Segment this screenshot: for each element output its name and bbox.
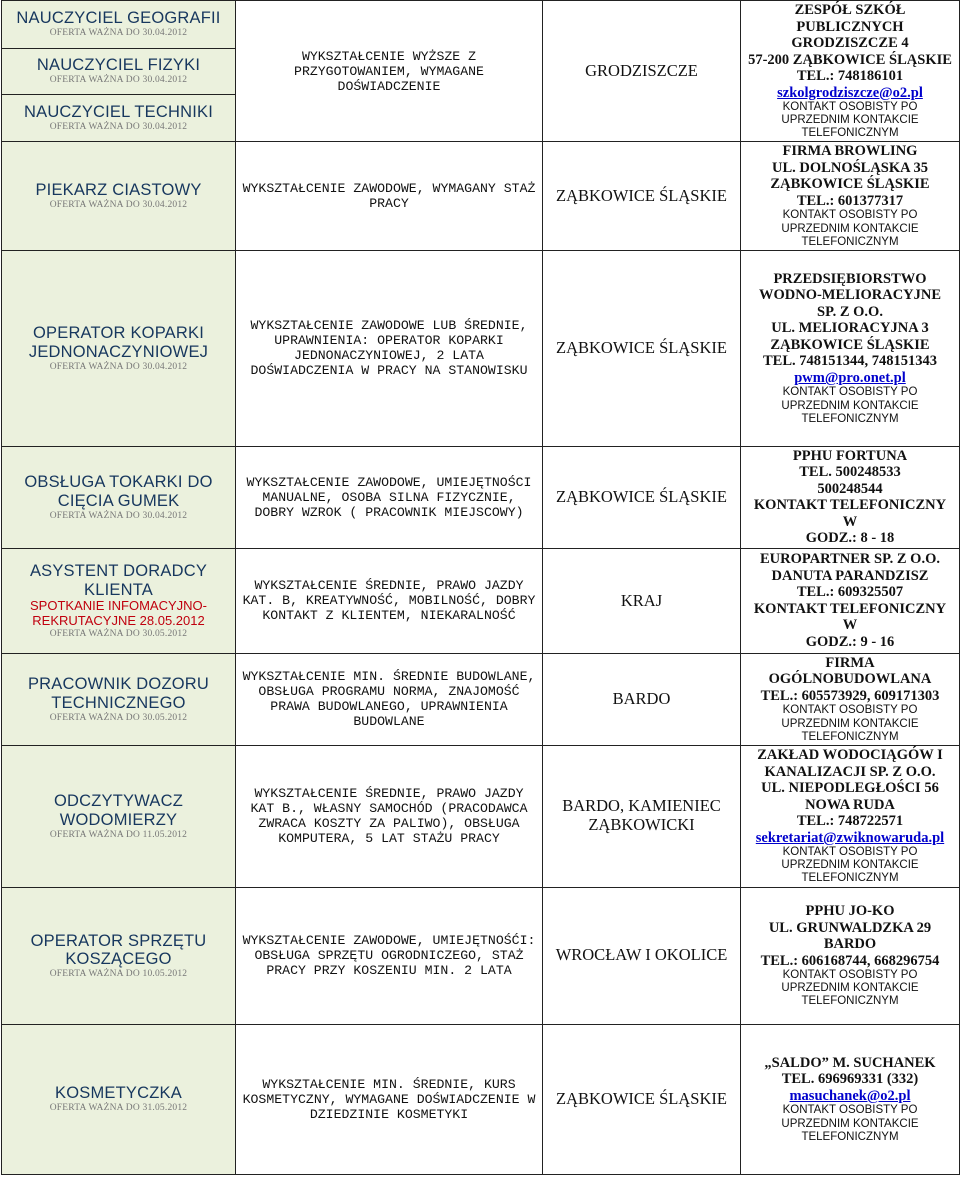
contact-line: TEL. 748151344, 748151343 [762,353,937,370]
offer-row [2,887,960,1024]
contact-line: TEL.: 609325507 [796,584,904,601]
offer-valid-until: OFERTA WAŻNA DO 10.05.2012 [49,969,188,980]
contact-email-link[interactable]: sekretariat@zwiknowaruda.pl [755,829,945,846]
offer-valid-until: OFERTA WAŻNA DO 30.04.2012 [49,75,188,86]
contact-line: EUROPARTNER SP. Z O.O. [760,551,940,568]
contact-note: KONTAKT OSOBISTY PO [782,209,918,222]
contact-email-link[interactable]: pwm@pro.onet.pl [794,369,906,386]
offer-valid-until: OFERTA WAŻNA DO 30.04.2012 [49,122,188,133]
offer-row [2,142,960,250]
contact-hours: GODZ.: 8 - 18 [805,530,895,547]
job-cell [2,94,236,142]
contact-cell [741,745,960,887]
requirements-cell: WYKSZTAŁCENIE MIN. ŚREDNIE, KURS KOSMETYCZNY, WYMAGANE DOŚWIADCZENIE W DZIEDZINIE KOSMETYKI [236,1024,543,1174]
contact-note: UPRZEDNIM KONTAKCIE [781,222,919,235]
job-title: PIEKARZ CIASTOWY [35,181,202,200]
recruitment-note: SPOTKANIE INFOMACYJNO-REKRUTACYJNE 28.05.2012 [30,598,207,629]
requirements-cell: WYKSZTAŁCENIE ŚREDNIE, PRAWO JAZDY KAT B., WŁASNY SAMOCHÓD (PRACODAWCA ZWRACA KOSZTY ZA PALIWO), OBSŁUGA KOMPUTERA, 5 LAT STAŻU PRACY [236,745,543,887]
offer-valid-until: OFERTA WAŻNA DO 30.04.2012 [49,28,188,39]
contact-note: TELEFONICZNYM [801,1130,899,1143]
job-title: NAUCZYCIEL TECHNIKI [24,103,213,122]
contact-line: UL. MELIORACYJNA 3 [771,320,929,337]
job-offers-body [2,1,960,1175]
contact-line: 500248544 [817,480,883,497]
contact-line: TEL.: 601377317 [796,192,904,209]
contact-hours: KONTAKT TELEFONICZNY W [753,600,947,634]
contact-note: KONTAKT OSOBISTY PO [782,1104,918,1117]
job-cell [2,653,236,745]
contact-note: KONTAKT OSOBISTY PO [782,386,918,399]
job-title: NAUCZYCIEL FIZYKI [36,56,201,75]
contact-line: TEL.: 605573929, 609171303 [760,687,940,704]
contact-note: TELEFONICZNYM [801,730,899,743]
contact-line: FIRMA OGÓLNOBUDOWLANA [768,654,932,688]
offer-valid-until: OFERTA WAŻNA DO 31.05.2012 [49,1103,188,1114]
job-title: ASYSTENT DORADCY KLIENTA [29,561,208,599]
location-cell: KRAJ [543,548,741,653]
offer-row [2,548,960,653]
offer-row [2,250,960,446]
contact-note: TELEFONICZNYM [801,995,899,1008]
contact-note: UPRZEDNIM KONTAKCIE [781,982,919,995]
contact-hours: GODZ.: 9 - 16 [805,633,895,650]
contact-note: UPRZEDNIM KONTAKCIE [781,114,919,127]
contact-hours: KONTAKT TELEFONICZNY W [753,497,947,530]
offer-valid-until: OFERTA WAŻNA DO 30.04.2012 [49,361,188,372]
contact-line: GRODZISZCZE 4 [791,35,909,52]
location-cell: GRODZISZCZE [543,1,741,142]
contact-line: ZĄBKOWICE ŚLĄSKIE [770,176,930,193]
contact-note: TELEFONICZNYM [801,872,899,885]
requirements-cell: WYKSZTAŁCENIE ZAWODOWE, UMIEJĘTNOŚĆI: OBSŁUGA SPRZĘTU OGRODNICZEGO, STAŻ PRACY PRZY KOSZENIU MIN. 2 LATA [236,887,543,1024]
requirements-cell: WYKSZTAŁCENIE ZAWODOWE, WYMAGANY STAŻ PRACY [236,142,543,250]
contact-note: TELEFONICZNYM [801,412,899,425]
offer-valid-until: OFERTA WAŻNA DO 30.04.2012 [49,200,188,211]
location-cell: ZĄBKOWICE ŚLĄSKIE [543,142,741,250]
contact-line: „SALDO” M. SUCHANEK [764,1054,936,1071]
contact-line: ZESPÓŁ SZKÓŁ PUBLICZNYCH [794,2,906,35]
offer-valid-until: OFERTA WAŻNA DO 11.05.2012 [49,829,188,840]
job-title: ODCZYTYWACZ WODOMIERZY [54,792,183,829]
contact-line: TEL.: 748722571 [796,813,904,830]
contact-line: DANUTA PARANDZISZ [771,567,929,584]
offer-valid-until: OFERTA WAŻNA DO 30.05.2012 [49,629,188,640]
contact-note: UPRZEDNIM KONTAKCIE [781,717,919,730]
contact-cell [741,887,960,1024]
contact-line: TEL. 500248533 [799,464,901,481]
job-cell [2,446,236,548]
offer-valid-until: OFERTA WAŻNA DO 30.04.2012 [49,510,188,521]
job-cell [2,142,236,250]
job-title: NAUCZYCIEL GEOGRAFII [16,9,221,28]
contact-line: SP. Z O.O. [817,303,883,320]
contact-line: PPHU JO-KO [805,903,895,920]
job-title: OPERATOR SPRZĘTU KOSZĄCEGO [30,931,207,969]
contact-cell [741,653,960,745]
contact-line: FIRMA BROWLING [782,143,918,160]
job-cell [2,1024,236,1174]
job-title: OPERATOR KOPARKI JEDNONACZYNIOWEJ [28,324,209,361]
contact-note: UPRZEDNIM KONTAKCIE [781,1117,919,1130]
job-title: KOSMETYCZKA [55,1084,182,1103]
job-offers-table [1,0,960,1175]
contact-line: UL. GRUNWALDZKA 29 [768,919,932,936]
contact-note: TELEFONICZNYM [801,235,899,248]
contact-note: UPRZEDNIM KONTAKCIE [781,399,919,412]
contact-line: TEL.: 748186101 [796,68,904,85]
offer-valid-until: OFERTA WAŻNA DO 30.05.2012 [49,712,188,723]
contact-line: TEL. 696969331 (332) [781,1071,919,1088]
job-cell [2,1,236,49]
location-cell: WROCŁAW I OKOLICE [543,887,741,1024]
requirements-cell: WYKSZTAŁCENIE ŚREDNIE, PRAWO JAZDY KAT. B, KREATYWNOŚĆ, MOBILNOŚĆ, DOBRY KONTAKT Z KLIENTEM, NIEKARALNOŚĆ [236,548,543,653]
location-cell: ZĄBKOWICE ŚLĄSKIE [543,446,741,548]
contact-note: TELEFONICZNYM [801,127,899,140]
offer-row [2,1,960,49]
requirements-cell: WYKSZTAŁCENIE ZAWODOWE, UMIEJĘTNOŚCI MANUALNE, OSOBA SILNA FIZYCZNIE, DOBRY WZROK ( PRACOWNIK MIEJSCOWY) [236,446,543,548]
contact-line: BARDO [823,936,877,953]
contact-line: PPHU FORTUNA [792,447,908,464]
job-cell [2,745,236,887]
offer-row [2,745,960,887]
location-cell: ZĄBKOWICE ŚLĄSKIE [543,1024,741,1174]
location-cell: ZĄBKOWICE ŚLĄSKIE [543,250,741,446]
contact-email-link[interactable]: masuchanek@o2.pl [789,1087,911,1104]
contact-cell [741,548,960,653]
contact-cell [741,1,960,142]
job-title: OBSŁUGA TOKARKI DO CIĘCIA GUMEK [24,473,213,510]
contact-note: UPRZEDNIM KONTAKCIE [781,859,919,872]
offer-row [2,446,960,548]
contact-note: KONTAKT OSOBISTY PO [782,846,918,859]
offer-row [2,653,960,745]
job-cell [2,548,236,653]
contact-cell [741,250,960,446]
contact-note: KONTAKT OSOBISTY PO [782,969,918,982]
job-cell [2,48,236,94]
job-cell [2,887,236,1024]
contact-cell [741,142,960,250]
requirements-cell: WYKSZTAŁCENIE ZAWODOWE LUB ŚREDNIE, UPRAWNIENIA: OPERATOR KOPARKI JEDNONACZYNIOWEJ, 2 LATA DOŚWIADCZENIA W PRACY NA STANOWISKU [236,250,543,446]
contact-cell [741,1024,960,1174]
contact-line: NOWA RUDA [805,796,895,813]
offer-row [2,1024,960,1174]
contact-note: KONTAKT OSOBISTY PO [782,704,918,717]
requirements-cell: WYKSZTAŁCENIE WYŻSZE Z PRZYGOTOWANIEM, WYMAGANE DOŚWIADCZENIE [236,1,543,142]
contact-line: ZAKŁAD WODOCIĄGÓW I KANALIZACJI SP. Z O.O. [757,747,943,780]
requirements-cell: WYKSZTAŁCENIE MIN. ŚREDNIE BUDOWLANE, OBSŁUGA PROGRAMU NORMA, ZNAJOMOŚĆ PRAWA BUDOWLANEGO, UPRAWNIENIA BUDOWLANE [236,653,543,745]
contact-email-link[interactable]: szkolgrodziszcze@o2.pl [777,84,923,101]
contact-line: 57-200 ZĄBKOWICE ŚLĄSKIE [748,51,952,68]
location-cell: BARDO, KAMIENIEC ZĄBKOWICKI [543,745,741,887]
contact-line: UL. DOLNOŚLĄSKA 35 [772,159,928,176]
contact-line: UL. NIEPODLEGŁOŚCI 56 [761,780,939,797]
job-cell [2,250,236,446]
contact-line: ZĄBKOWICE ŚLĄSKIE [770,336,930,353]
job-title: PRACOWNIK DOZORU TECHNICZNEGO [27,675,210,712]
contact-note: KONTAKT OSOBISTY PO [782,101,918,114]
contact-line: PRZEDSIĘBIORSTWO WODNO-MELIORACYJNE [758,270,942,304]
contact-cell [741,446,960,548]
contact-line: TEL.: 606168744, 668296754 [760,952,940,969]
location-cell: BARDO [543,653,741,745]
